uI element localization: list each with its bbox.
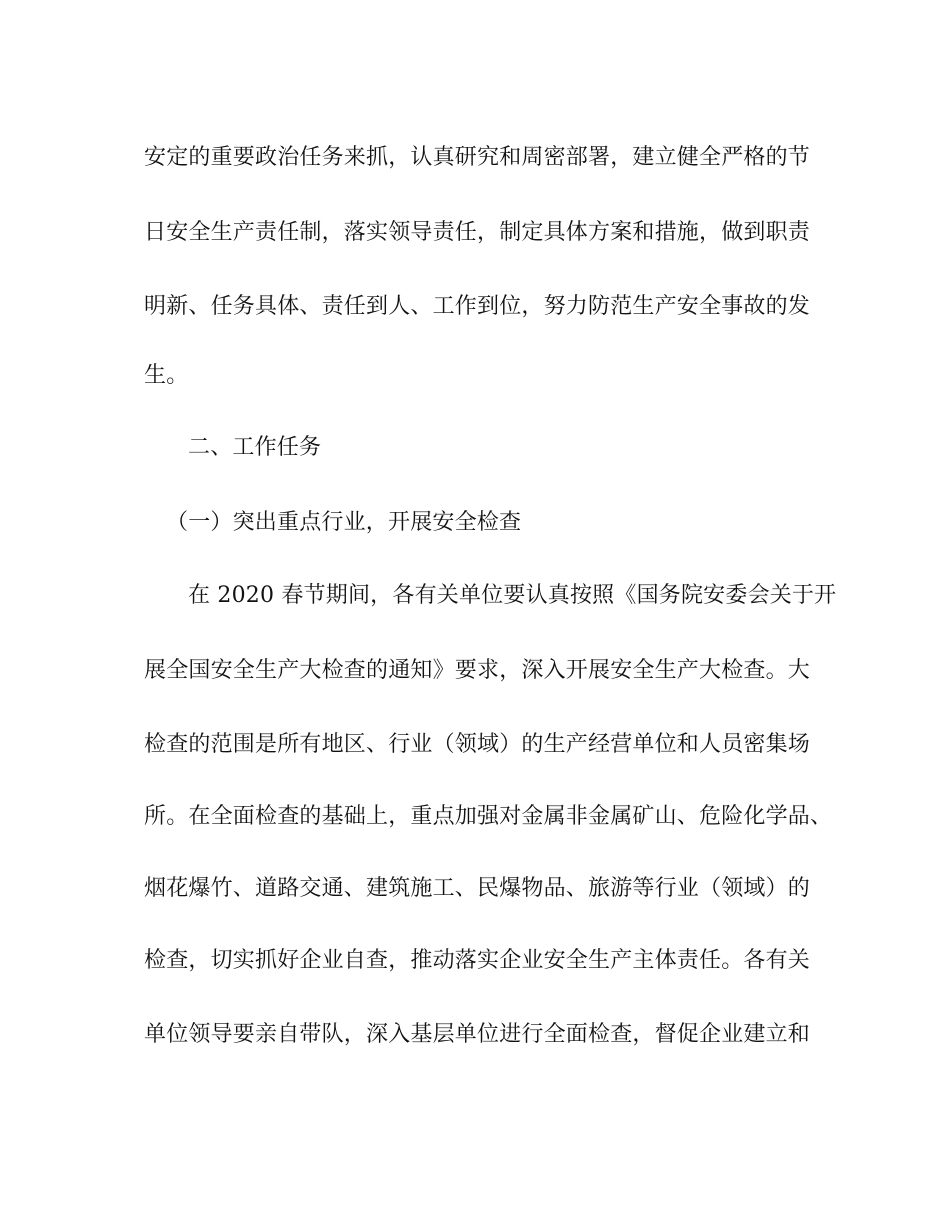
- paragraph-2-line-5: 烟花爆竹、道路交通、建筑施工、民爆物品、旅游等行业（领域）的: [144, 876, 811, 901]
- paragraph-2-line-4: 所。在全面检查的基础上，重点加强对金属非金属矿山、危险化学品、: [144, 804, 833, 829]
- paragraph-1-line-1: 安定的重要政治任务来抓，认真研究和周密部署，建立健全严格的节: [144, 145, 811, 170]
- paragraph-2-line-3: 检查的范围是所有地区、行业（领域）的生产经营单位和人员密集场: [144, 732, 811, 757]
- paragraph-1-line-2: 日安全生产责任制，落实领导责任，制定具体方案和措施，做到职责: [144, 220, 811, 245]
- paragraph-2-line-1: 在 2020 春节期间，各有关单位要认真按照《国务院安委会关于开: [188, 583, 837, 608]
- section-heading: 二、工作任务: [188, 435, 322, 460]
- paragraph-2-line-2: 展全国安全生产大检查的通知》要求，深入开展安全生产大检查。大: [144, 658, 811, 683]
- paragraph-2-line-7: 单位领导要亲自带队，深入基层单位进行全面检查，督促企业建立和: [144, 1022, 811, 1047]
- paragraph-1-line-4: 生。: [144, 363, 189, 388]
- subsection-heading: （一）突出重点行业，开展安全检查: [166, 510, 522, 535]
- paragraph-1-line-3: 明新、任务具体、责任到人、工作到位，努力防范生产安全事故的发: [144, 294, 811, 319]
- paragraph-2-line-6: 检查，切实抓好企业自查，推动落实企业安全生产主体责任。各有关: [144, 948, 811, 973]
